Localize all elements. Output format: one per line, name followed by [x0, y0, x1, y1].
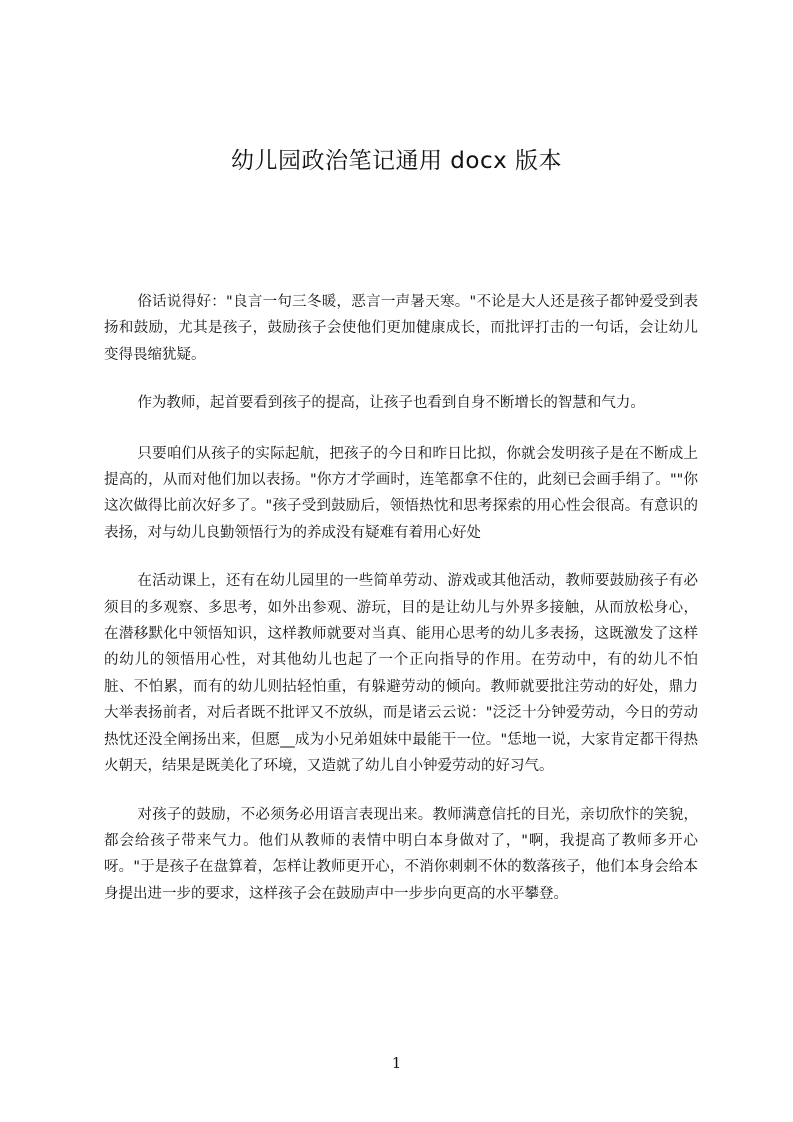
paragraph-teacher-role: 作为教师，起首要看到孩子的提高，让孩子也看到自身不断增长的智慧和气力。 [137, 395, 645, 412]
paragraph-encouragement: 对孩子的鼓励，不必须务必用语言表现出来。教师满意信托的目光，亲切欣忭的笑貌，都会给孩子带来气力。他们从教师的表情中明白本身做对了，"啊，我提高了教师多开心呀。"于是孩子在盘算着，怎样让教师更开心，不消你刺刺不休的数落孩子，他们本身会给本身提出进一步的要求，这样孩子会在鼓励声中一步步向更高的水平攀登。 [104, 806, 698, 902]
paragraph-activities: 在活动课上，还有在幼儿园里的一些简单劳动、游戏或其他活动，教师要鼓励孩子有必须目的多观察、多思考，如外出参观、游玩，目的是让幼儿与外界多接触，从而放松身心，在潜移默化中领悟知识，这样教师就要对当真、能用心思考的幼儿多表扬，这既激发了这样的幼儿的领悟用心性，对其他幼儿也起了一个正向指导的作用。在劳动中，有的幼儿不怕脏、不怕累，而有的幼儿则拈轻怕重，有躲避劳动的倾向。教师就要批注劳动的好处，鼎力大举表扬前者，对后者既不批评又不放纵，而是诸云云说："泛泛十分钟爱劳动，今日的劳动热忱还没全阐扬出来，但愿__成为小兄弟姐妹中最能干一位。"恁地一说，大家肯定都干得热火朝天，结果是既美化了环境，又造就了幼儿自小钟爱劳动的好习气。 [104, 573, 698, 775]
page-number: 1 [391, 1054, 402, 1072]
document-body [104, 289, 698, 907]
paragraph-progress-praise: 只要咱们从孩子的实际起航，把孩子的今日和昨日比拟，你就会发明孩子是在不断成上提高的，从而对他们加以表扬。"你方才学画时，连笔都拿不住的，此刻已会画手绢了。""你这次做得比前次好多了。"孩子受到鼓励后，领悟热忱和思考探索的用心性会很高。有意识的表扬，对与幼儿良勤领悟行为的养成没有疑难有着用心好处 [104, 445, 698, 541]
document-title: 幼儿园政治笔记通用 docx 版本 [230, 148, 563, 174]
paragraph-proverb: 俗话说得好："良言一句三冬暖，恶言一声暑天寒。"不论是大人还是孩子都钟爱受到表扬和鼓励，尤其是孩子，鼓励孩子会使他们更加健康成长，而批评打击的一句话，会让幼儿变得畏缩犹疑。 [104, 294, 698, 363]
